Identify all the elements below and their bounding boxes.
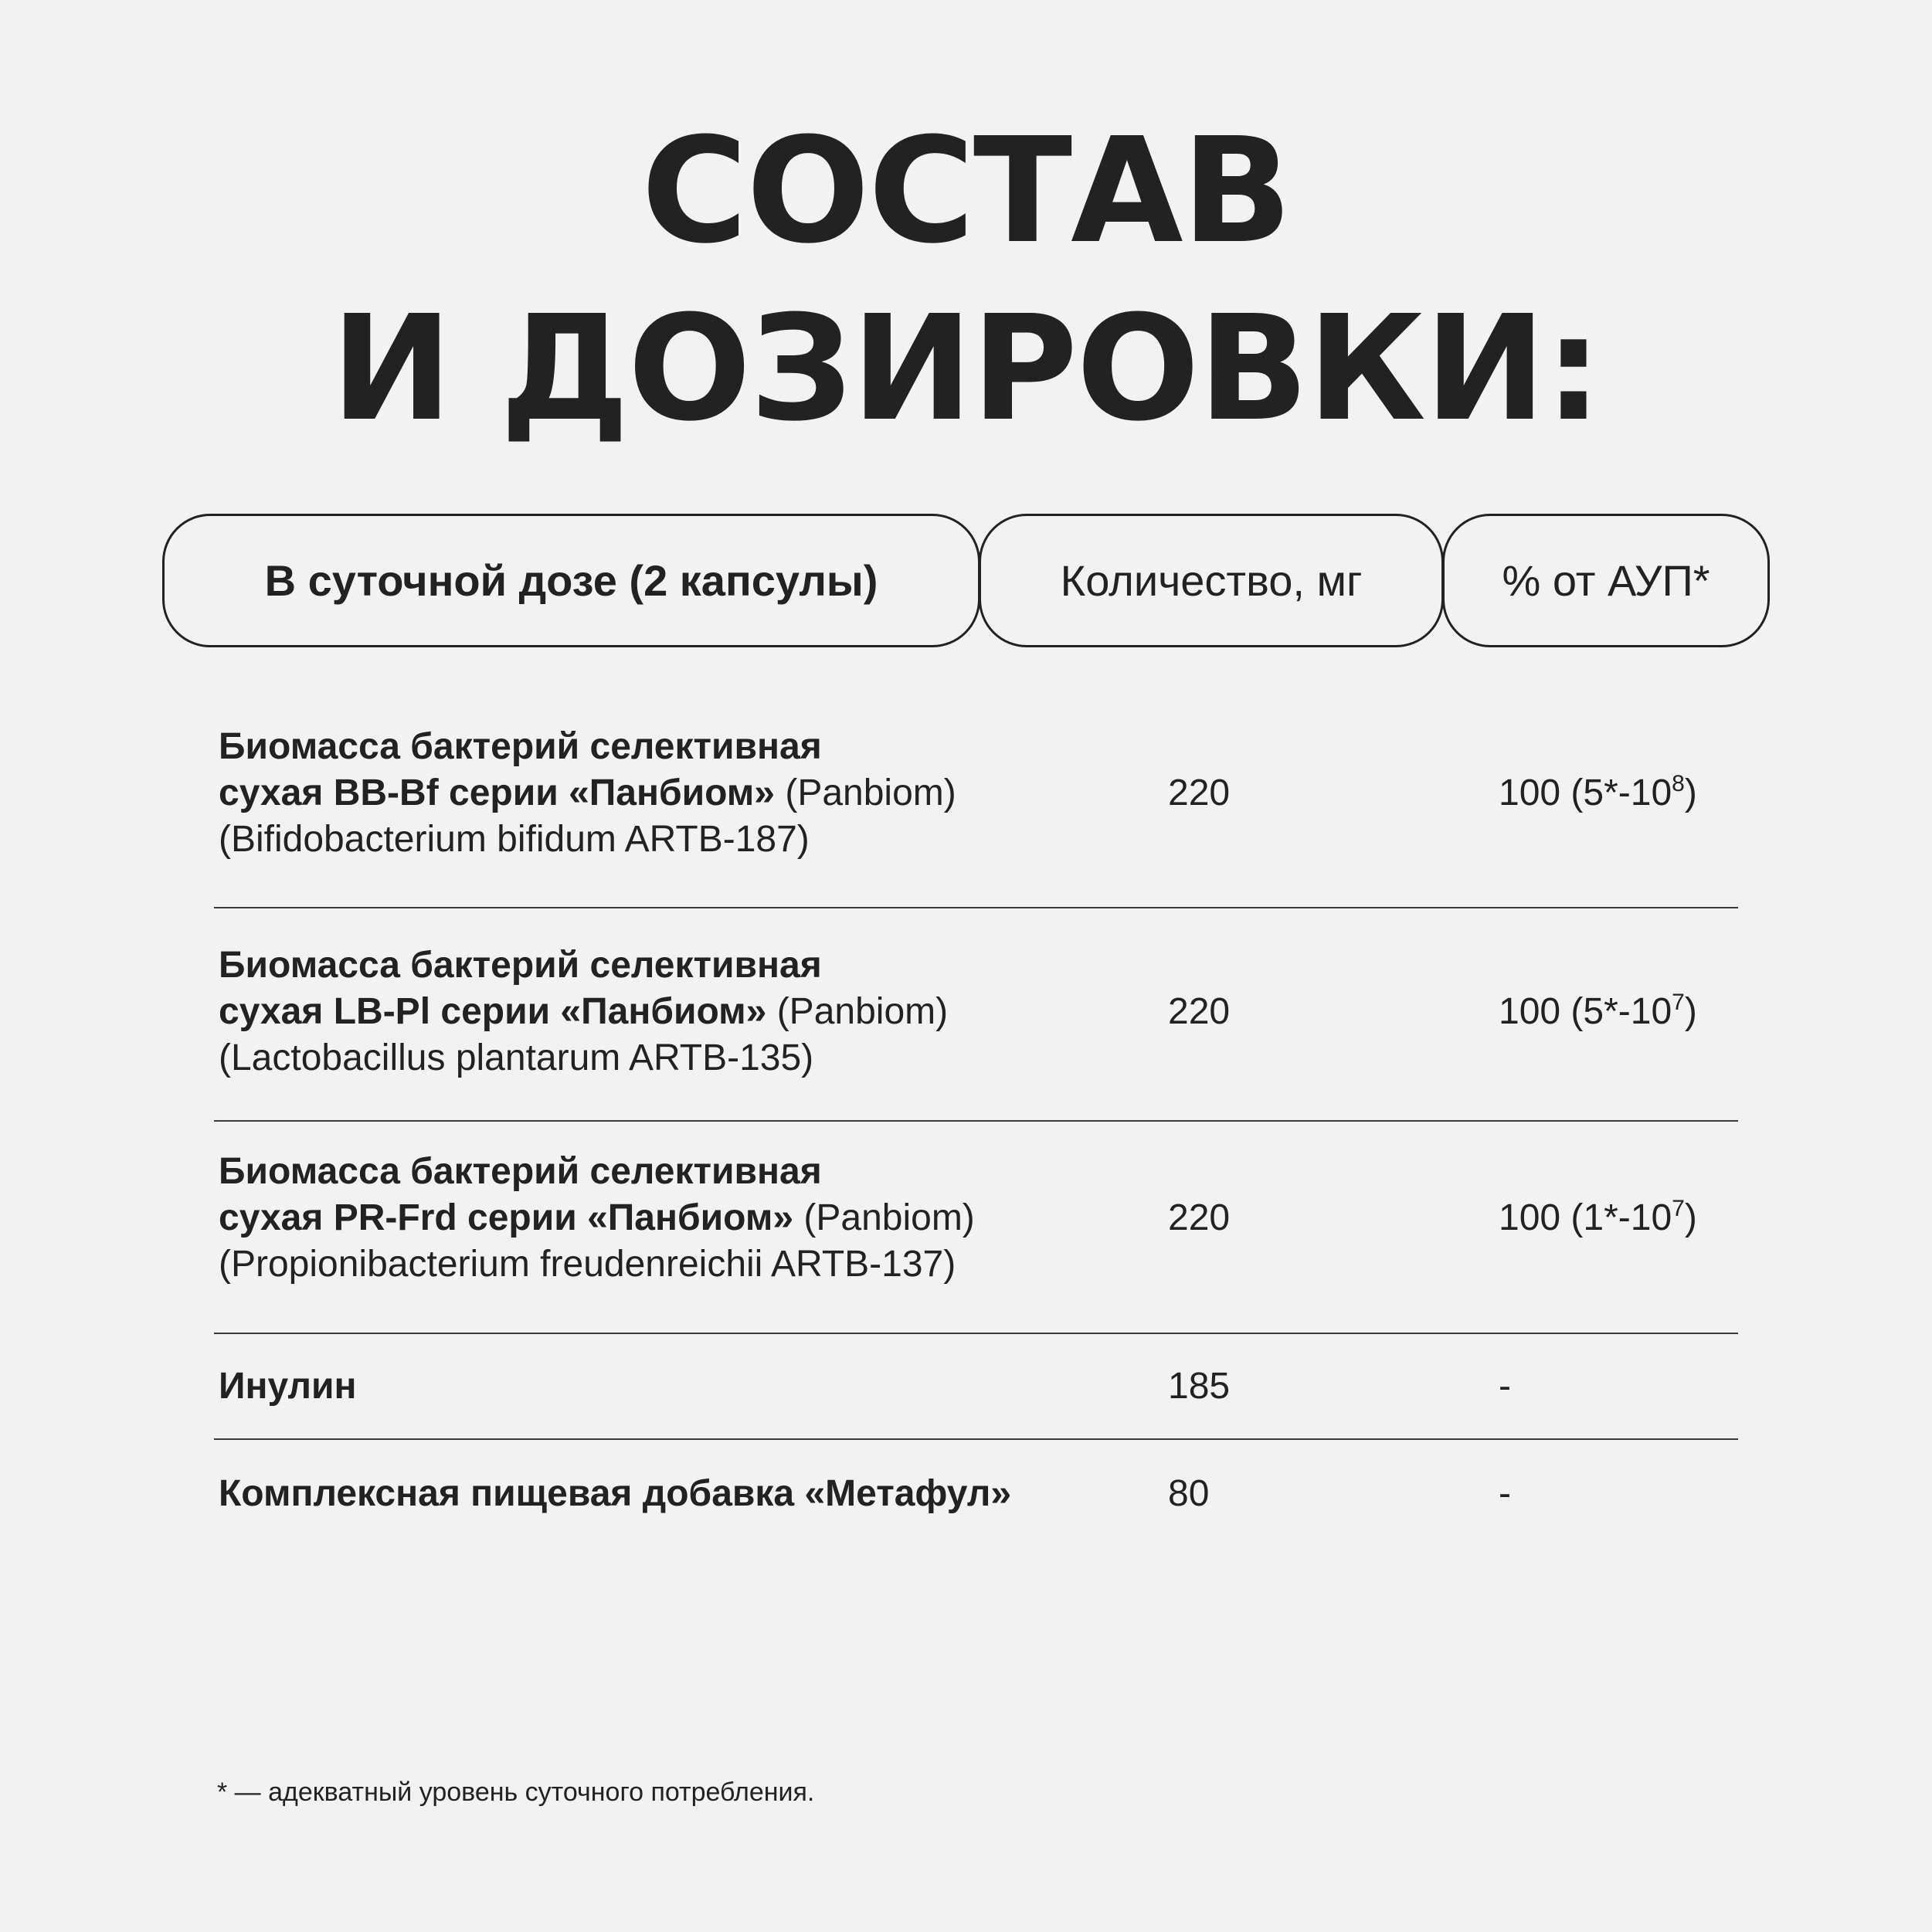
- row-3-percent-close: ): [1684, 1197, 1697, 1238]
- row-divider: [214, 1438, 1738, 1440]
- row-3-name-line-2-bold: сухая PR-Frd серии «Панбиом»: [219, 1197, 794, 1238]
- row-1-percent-close: ): [1684, 772, 1697, 813]
- row-5-percent: -: [1499, 1473, 1511, 1514]
- row-1-percent: [1499, 770, 1697, 817]
- row-2-name-line-3: (Lactobacillus plantarum ARTB-135): [219, 1037, 814, 1078]
- row-divider: [214, 907, 1738, 908]
- row-5-name: Комплексная пищевая добавка «Метафул»: [219, 1473, 1012, 1514]
- page-title-line-1: СОСТАВ: [641, 107, 1291, 276]
- row-2-name-line-2-bold: сухая LB-Pl серии «Панбиом»: [219, 991, 767, 1032]
- row-divider: [214, 1333, 1738, 1334]
- page-title-line-2: И ДОЗИРОВКИ:: [331, 284, 1601, 453]
- row-4-ingredient: [219, 1363, 357, 1410]
- row-2-percent-exponent: 7: [1672, 990, 1685, 1015]
- header-percent-aup: % от АУП*: [1442, 514, 1770, 647]
- row-3-name-line-3: (Propionibacterium freudenreichii ARTB-137): [219, 1244, 956, 1285]
- row-3-ingredient: [219, 1149, 975, 1288]
- row-2-percent-close: ): [1684, 991, 1697, 1032]
- row-4-name: Инулин: [219, 1366, 357, 1407]
- row-3-percent-base: 100 (1*-10: [1499, 1197, 1672, 1238]
- row-2-percent-base: 100 (5*-10: [1499, 991, 1672, 1032]
- row-5-quantity: 80: [1168, 1473, 1210, 1514]
- row-5-ingredient: [219, 1471, 1011, 1517]
- row-2-percent: [1499, 989, 1697, 1035]
- row-1-ingredient: [219, 724, 956, 863]
- header-quantity: Количество, мг: [979, 514, 1444, 647]
- row-4-quantity: 185: [1168, 1366, 1231, 1407]
- row-1-name-line-2-rest: (Panbiom): [775, 772, 956, 813]
- row-2-ingredient: [219, 942, 948, 1081]
- row-1-percent-base: 100 (5*-10: [1499, 772, 1672, 813]
- row-3-percent-exponent: 7: [1672, 1196, 1685, 1221]
- row-1-name-line-3: (Bifidobacterium bifidum ARTB-187): [219, 819, 810, 860]
- row-2-name-line-1: Биомасса бактерий селективная: [219, 945, 822, 986]
- row-divider: [214, 1120, 1738, 1122]
- row-1-name-line-1: Биомасса бактерий селективная: [219, 726, 822, 767]
- row-1-name-line-2-bold: сухая BB-Bf серии «Панбиом»: [219, 772, 775, 813]
- row-3-quantity: 220: [1168, 1197, 1231, 1238]
- row-3-percent: [1499, 1195, 1697, 1241]
- row-1-quantity: 220: [1168, 772, 1231, 813]
- row-2-name-line-2-rest: (Panbiom): [766, 991, 949, 1032]
- header-daily-dose: В суточной дозе (2 капсулы): [162, 514, 980, 647]
- row-1-percent-exponent: 8: [1672, 771, 1685, 796]
- row-4-percent: -: [1499, 1366, 1511, 1407]
- row-3-name-line-2-rest: (Panbiom): [793, 1197, 975, 1238]
- row-3-name-line-1: Биомасса бактерий селективная: [219, 1151, 822, 1192]
- footnote: * — адекватный уровень суточного потребления.: [217, 1778, 815, 1807]
- row-2-quantity: 220: [1168, 991, 1231, 1032]
